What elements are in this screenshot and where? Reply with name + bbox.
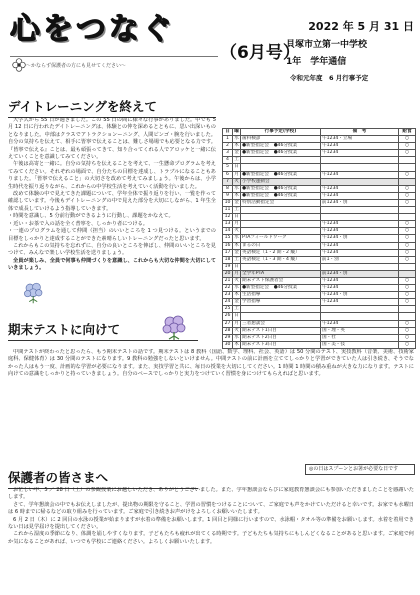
cell-date: 24 bbox=[223, 299, 233, 306]
masthead-rule bbox=[10, 56, 218, 57]
cell-note bbox=[321, 178, 399, 185]
cell-event: ●新型指定会 ●46分授業 bbox=[241, 285, 321, 292]
cell-date: 27 bbox=[223, 320, 233, 327]
masthead bbox=[6, 10, 220, 82]
table-row bbox=[223, 256, 416, 263]
cell-date: 30 bbox=[223, 341, 233, 348]
cell-event: ●新型指定会 ●46分授業 bbox=[241, 171, 321, 178]
lunch-footnote: ◎の日はスプーンとお箸が必要な日です bbox=[305, 464, 415, 475]
cell-note: 前1・別 bbox=[321, 256, 399, 263]
cell-lunch bbox=[399, 178, 416, 185]
cell-note: 国・理・英 bbox=[321, 327, 399, 334]
cell-date: 29 bbox=[223, 334, 233, 341]
cell-date: 22 bbox=[223, 285, 233, 292]
cell-note: 午1234 bbox=[321, 221, 399, 228]
cell-event: ●新型指定会 ●46分授業 bbox=[241, 192, 321, 199]
col-header-day: 曜 bbox=[234, 129, 239, 134]
table-row bbox=[223, 313, 416, 320]
cell-day: 水 bbox=[234, 285, 239, 291]
col-header-lunch: 給食 bbox=[399, 129, 416, 136]
cell-lunch bbox=[399, 270, 416, 277]
table-row bbox=[223, 242, 416, 249]
schedule-title: 令和元年度 6 月行事予定 bbox=[290, 74, 369, 82]
cell-day: 金 bbox=[234, 150, 239, 156]
cell-date: 19 bbox=[223, 263, 233, 270]
cell-lunch bbox=[399, 164, 416, 171]
col-header-note: 備 考 bbox=[321, 129, 399, 136]
cell-note: 午1234 bbox=[321, 320, 399, 327]
table-header-row bbox=[223, 129, 416, 136]
school-name: 貝塚市立第一中学校 bbox=[286, 40, 368, 50]
cell-event bbox=[241, 263, 321, 270]
section-body-final-exam bbox=[8, 349, 414, 461]
cell-note: 午1234 bbox=[321, 228, 399, 235]
cell-lunch: ○ bbox=[399, 192, 416, 199]
table-row bbox=[223, 263, 416, 270]
cell-date: 3 bbox=[223, 150, 233, 157]
cell-day: 月 bbox=[234, 270, 239, 276]
cell-note: 午1234 bbox=[321, 150, 399, 157]
cell-day: 日 bbox=[234, 263, 239, 269]
cell-event bbox=[241, 306, 321, 313]
cell-event: 英語検定（1・3 期・4 級） bbox=[241, 256, 321, 263]
schedule-body bbox=[223, 136, 416, 349]
cell-note bbox=[321, 214, 399, 221]
cell-note: 午1234 bbox=[321, 192, 399, 199]
cell-event bbox=[241, 313, 321, 320]
cell-event: まるの日 bbox=[241, 242, 321, 249]
cell-day: 土 bbox=[234, 306, 239, 312]
cell-note bbox=[321, 306, 399, 313]
section-body-guardians bbox=[8, 487, 414, 589]
cell-date: 7 bbox=[223, 178, 233, 185]
paragraph: 大学式から 55 日が過ぎました。この 55 日の間に様々な行事がありました。中でも 5 月 12 日に行われたデイトレーニングは、体験との仲を深めるとともに、思い出深いものとなりました。中部はクラスでアトラクションーニング、人間ビンゴ・腕を行いました。自分の気持ちを伝えて、相手に皆寧で伝えることは、難しさ場場でも応要となる力です。『皆寧で伝える』ことは、最も頑張ってきて、知り合ってくれる人でアロッケと一緒に伝えていくことを意識してみてください。 bbox=[8, 117, 216, 161]
paragraph: これから湿度の季節になり、体調を崩しやすくなります。子どもたちも疲れが出てくる時期です。子どもたちも気持ちにもしんどくなることがあると思います。ご家庭で何か気になることがあれば、いつでも学校にご連絡ください。よろしくお願いいたします。 bbox=[8, 531, 414, 545]
cell-note: 午1234 bbox=[321, 171, 399, 178]
cell-day: 水 bbox=[234, 136, 239, 142]
hydrangea-icon bbox=[22, 280, 46, 304]
cell-note: 午1234 bbox=[321, 285, 399, 292]
cell-note: 午1234・立場 bbox=[321, 136, 399, 143]
cell-note bbox=[321, 207, 399, 214]
table-row bbox=[223, 157, 416, 164]
cell-note: 午1234 bbox=[321, 185, 399, 192]
cell-day: 土 bbox=[234, 207, 239, 213]
cell-date: 13 bbox=[223, 221, 233, 228]
header-info bbox=[286, 18, 414, 82]
cell-lunch: ○ bbox=[399, 221, 416, 228]
cell-date: 18 bbox=[223, 256, 233, 263]
cell-lunch: ○ bbox=[399, 277, 416, 284]
cell-date: 5 bbox=[223, 164, 233, 171]
cell-day: 水 bbox=[234, 235, 239, 241]
cell-lunch: ○ bbox=[399, 334, 416, 341]
cell-day: 木 bbox=[234, 292, 239, 298]
cell-day: 木 bbox=[234, 341, 239, 347]
cell-event: 特別活動指定会 bbox=[241, 199, 321, 206]
col-header-date: 日 bbox=[223, 129, 233, 136]
cell-note bbox=[321, 164, 399, 171]
cell-date: 21 bbox=[223, 277, 233, 284]
cell-note: 午1234 bbox=[321, 143, 399, 150]
table-row bbox=[223, 214, 416, 221]
cell-lunch: ○ bbox=[399, 199, 416, 206]
paragraph: 6 月 2 日（木）に 2 回目の水泳の授業が始まりますが水着の準備をお願いします。1 回目と同様に行いますので、水泳帽・タオル等の準備をお願いします。水着を着用できない日は見学届けを提出してください。 bbox=[8, 516, 414, 531]
table-row bbox=[223, 277, 416, 284]
cell-note: 午1234 bbox=[321, 277, 399, 284]
cell-event bbox=[241, 228, 321, 235]
table-row bbox=[223, 199, 416, 206]
cell-event: 期末テスト1日目 bbox=[241, 327, 321, 334]
table-row bbox=[223, 164, 416, 171]
cell-date: 17 bbox=[223, 249, 233, 256]
cell-event bbox=[241, 221, 321, 228]
cell-date: 14 bbox=[223, 228, 233, 235]
event-schedule-table bbox=[222, 128, 416, 349]
cell-date: 4 bbox=[223, 157, 233, 164]
cell-day: 月 bbox=[234, 171, 239, 177]
table-row bbox=[223, 143, 416, 150]
cell-event: 小学校運動会 bbox=[241, 178, 321, 185]
list-item: ・一連のプログラムを通して仲間（担当）のいいところを 1 つ見つける。というまでの目標をしっかりと達成することができた素晴らしいトレーニングだったと思います。 bbox=[8, 228, 216, 242]
paragraph: 午後は高寄と一緒に。自分の気持ちを伝えることを考えて、一生懸命プログラムを考えてみてください。それぞれの場面で、自分たちの目標を達成し、トラブルになることもありました。「皆寧で伝えること」の大切さを改めて考えてみましょう。午後からは、小学生時代を振り返りながら、これからの中学校生活を考えていく活動を行いました。 bbox=[8, 161, 216, 190]
cell-day: 木 bbox=[234, 242, 239, 248]
cell-lunch: ○ bbox=[399, 249, 416, 256]
cell-date: 10 bbox=[223, 199, 233, 206]
cell-note: 午1234 bbox=[321, 242, 399, 249]
cell-lunch: ○ bbox=[399, 228, 416, 235]
emphasis-paragraph: 全員が楽しみ、全員で何事も仲間づくりを意識し、これからも大切な仲間を大切にしていきましょう。 bbox=[8, 257, 216, 272]
cell-event: 生活指導 bbox=[241, 292, 321, 299]
cell-lunch bbox=[399, 306, 416, 313]
cell-date: 26 bbox=[223, 313, 233, 320]
cell-event: 期末テスト2日目 bbox=[241, 334, 321, 341]
cell-lunch: ○ bbox=[399, 150, 416, 157]
paragraph: お忙しい中、5 ／ 28 日（土）の参観授業にお越しいただき、ありがとうございました。また、学年懇談会ならびに家庭教育懇談会にも参加いただきましたことを感謝いたします。 bbox=[8, 487, 414, 501]
table-row bbox=[223, 136, 416, 143]
cell-lunch: ○ bbox=[399, 285, 416, 292]
issue-date: 2022 年 5 月 31 日 bbox=[308, 20, 414, 33]
cell-date: 2 bbox=[223, 143, 233, 150]
cell-event: 歯科検診 bbox=[241, 136, 321, 143]
cell-lunch: ○ bbox=[399, 171, 416, 178]
cell-date: 11 bbox=[223, 207, 233, 214]
cell-note bbox=[321, 263, 399, 270]
cell-lunch bbox=[399, 207, 416, 214]
cell-event: ●新型指定会 ●46分授業 bbox=[241, 185, 321, 192]
newsletter-title: 心をつなぐ bbox=[10, 12, 175, 47]
cell-date: 15 bbox=[223, 235, 233, 242]
cell-event: PTAフィールドワーク bbox=[241, 235, 321, 242]
table-row bbox=[223, 299, 416, 306]
cell-date: 28 bbox=[223, 327, 233, 334]
cell-note: 午1234 bbox=[321, 299, 399, 306]
table-row bbox=[223, 235, 416, 242]
cell-note: 前1234・別 bbox=[321, 199, 399, 206]
cell-lunch bbox=[399, 214, 416, 221]
cell-day: 水 bbox=[234, 185, 239, 191]
cell-lunch: ○ bbox=[399, 136, 416, 143]
table-row bbox=[223, 171, 416, 178]
cell-date: 25 bbox=[223, 306, 233, 313]
table-row bbox=[223, 249, 416, 256]
table-row bbox=[223, 292, 416, 299]
table-row bbox=[223, 341, 416, 348]
table-row bbox=[223, 207, 416, 214]
cell-lunch: ○ bbox=[399, 185, 416, 192]
cell-day: 火 bbox=[234, 327, 239, 333]
table-row bbox=[223, 150, 416, 157]
cell-event: ●新型指定会 ●46分授業 bbox=[241, 143, 321, 150]
section-heading-guardians: 保護者の皆さまへ bbox=[8, 468, 198, 489]
table-row bbox=[223, 334, 416, 341]
cell-day: 金 bbox=[234, 199, 239, 205]
cell-date: 6 bbox=[223, 171, 233, 178]
cell-lunch: ○ bbox=[399, 299, 416, 306]
cell-lunch bbox=[399, 157, 416, 164]
cell-note: 午1234・別 bbox=[321, 292, 399, 299]
cell-date: 8 bbox=[223, 185, 233, 192]
cell-note: 前1234・別 bbox=[321, 270, 399, 277]
cell-day: 火 bbox=[234, 228, 239, 234]
cell-event bbox=[241, 157, 321, 164]
cell-note: 国・美・技 bbox=[321, 341, 399, 348]
table-row bbox=[223, 192, 416, 199]
cell-day: 木 bbox=[234, 143, 239, 149]
cell-date: 9 bbox=[223, 192, 233, 199]
cell-note: 午1234・別 bbox=[321, 235, 399, 242]
table-row bbox=[223, 320, 416, 327]
cell-event bbox=[241, 214, 321, 221]
cell-day: 月 bbox=[234, 320, 239, 326]
cell-lunch: ○ bbox=[399, 235, 416, 242]
cell-note: 国・社 bbox=[321, 334, 399, 341]
paragraph: 中間テストが終わったと思ったら、もう期末テストの話です。期末テストは 8 教科（国語、数学、理科、社会、英語）は 50 分間のテスト、実技教科（音楽、美術、技術家庭科、保健体育）は 30 分間のテストになります。9 教科の勉強をしないといけません。中間テストの前に計画を立ててしっかりと学習ができていた人は引き続き、そうでなかった人はもう一度、計画的な学習が必要になります。また、実技学習と共に、毎日の授業を大切にしてください。1 時間 1 時間の積み重ねが大きな力になります。テストに向けての意識をしっかりと持っていきましょう。自分のペースでしっかりと実力をつけていく習慣を身につけてもらえればと思います。 bbox=[8, 349, 414, 378]
cell-lunch: ○ bbox=[399, 341, 416, 348]
cell-date: 12 bbox=[223, 214, 233, 221]
cell-date: 20 bbox=[223, 270, 233, 277]
table-row bbox=[223, 185, 416, 192]
cell-note bbox=[321, 313, 399, 320]
table-row bbox=[223, 221, 416, 228]
section-heading-day-training: デイトレーニングを終えて bbox=[8, 97, 216, 118]
section-heading-final-exam: 期末テストに向けて bbox=[8, 320, 198, 341]
issue-label: （6月号） bbox=[220, 43, 300, 63]
list-item: ・近い・お茶で入の話を全く普寧を、しっかり者につける。 bbox=[8, 220, 148, 227]
table-row bbox=[223, 327, 416, 334]
cell-day: 木 bbox=[234, 192, 239, 198]
cell-day: 日 bbox=[234, 214, 239, 220]
cell-event: 学習指導 bbox=[241, 299, 321, 306]
table-row bbox=[223, 178, 416, 185]
cell-day: 月 bbox=[234, 221, 239, 227]
cell-lunch bbox=[399, 313, 416, 320]
table-row bbox=[223, 285, 416, 292]
cell-event: 三者懇談会 bbox=[241, 320, 321, 327]
grade-newsletter: 1年 学年通信 bbox=[286, 57, 347, 67]
cell-date: 16 bbox=[223, 242, 233, 249]
cell-event: 全学年PTA bbox=[241, 270, 321, 277]
cell-note bbox=[321, 157, 399, 164]
cell-day: 金 bbox=[234, 299, 239, 305]
cell-day: 火 bbox=[234, 178, 239, 184]
cell-day: 水 bbox=[234, 334, 239, 340]
cell-note: 午1234 bbox=[321, 249, 399, 256]
flower-icon bbox=[12, 58, 26, 72]
cell-event: 英語検定（1・2 期・2 級） bbox=[241, 249, 321, 256]
cell-event: ●新型指定会 ●46分授業 bbox=[241, 150, 321, 157]
list-item: ・時間を意識し、5 分前行動ができるように行動し、課題をかなえて。 bbox=[8, 213, 174, 220]
cell-lunch: ○ bbox=[399, 327, 416, 334]
newsletter-tagline: ～かならず保護者の方にも見せてください～ bbox=[26, 63, 127, 69]
cell-day: 火 bbox=[234, 277, 239, 283]
cell-day: 金 bbox=[234, 249, 239, 255]
cell-day: 日 bbox=[234, 164, 239, 170]
cell-day: 土 bbox=[234, 256, 239, 262]
cell-lunch: ○ bbox=[399, 242, 416, 249]
cell-lunch bbox=[399, 263, 416, 270]
cell-event bbox=[241, 207, 321, 214]
cell-date: 23 bbox=[223, 292, 233, 299]
cell-lunch: ○ bbox=[399, 292, 416, 299]
cell-event: 期末テスト保護者会 bbox=[241, 277, 321, 284]
table-row bbox=[223, 228, 416, 235]
cell-lunch: ○ bbox=[399, 143, 416, 150]
cell-day: 日 bbox=[234, 313, 239, 319]
table-row bbox=[223, 306, 416, 313]
cell-day: 土 bbox=[234, 157, 239, 163]
cell-event bbox=[241, 164, 321, 171]
cell-lunch: ○ bbox=[399, 256, 416, 263]
cell-date: 1 bbox=[223, 136, 233, 143]
table-row bbox=[223, 270, 416, 277]
col-header-event: 行事予定(学校) bbox=[241, 129, 321, 136]
cell-event: 期末テスト3日目 bbox=[241, 341, 321, 348]
cell-lunch: ○ bbox=[399, 320, 416, 327]
paragraph: 改めて体験の中で見えてきた課題について、学年全体で振り返りを行い、一覧を作って確認しています。今後もデイトレーニングの中で見えた部分を大切にしながら、1 年生全体で成長していけるよう指導していきます。 bbox=[8, 191, 216, 212]
paragraph: さて、学年懇談会の中でもお伝えしましたが、提出物の期限を守ること、学習の習慣をつけることについて、ご家庭でも声をかけていただけると幸いです。お家でも水曜日は 6 時までに帰るなどの取り組みを行っています。ご家庭で引き続きお声がけをよろしくお願いいたします。 bbox=[8, 501, 414, 516]
paragraph: これからもこの気持ちを忘れずに、自分の良いところを伸ばし、仲間のいいところを見つけて、みんなで楽しい学校生活を送りましょう。 bbox=[8, 242, 216, 257]
